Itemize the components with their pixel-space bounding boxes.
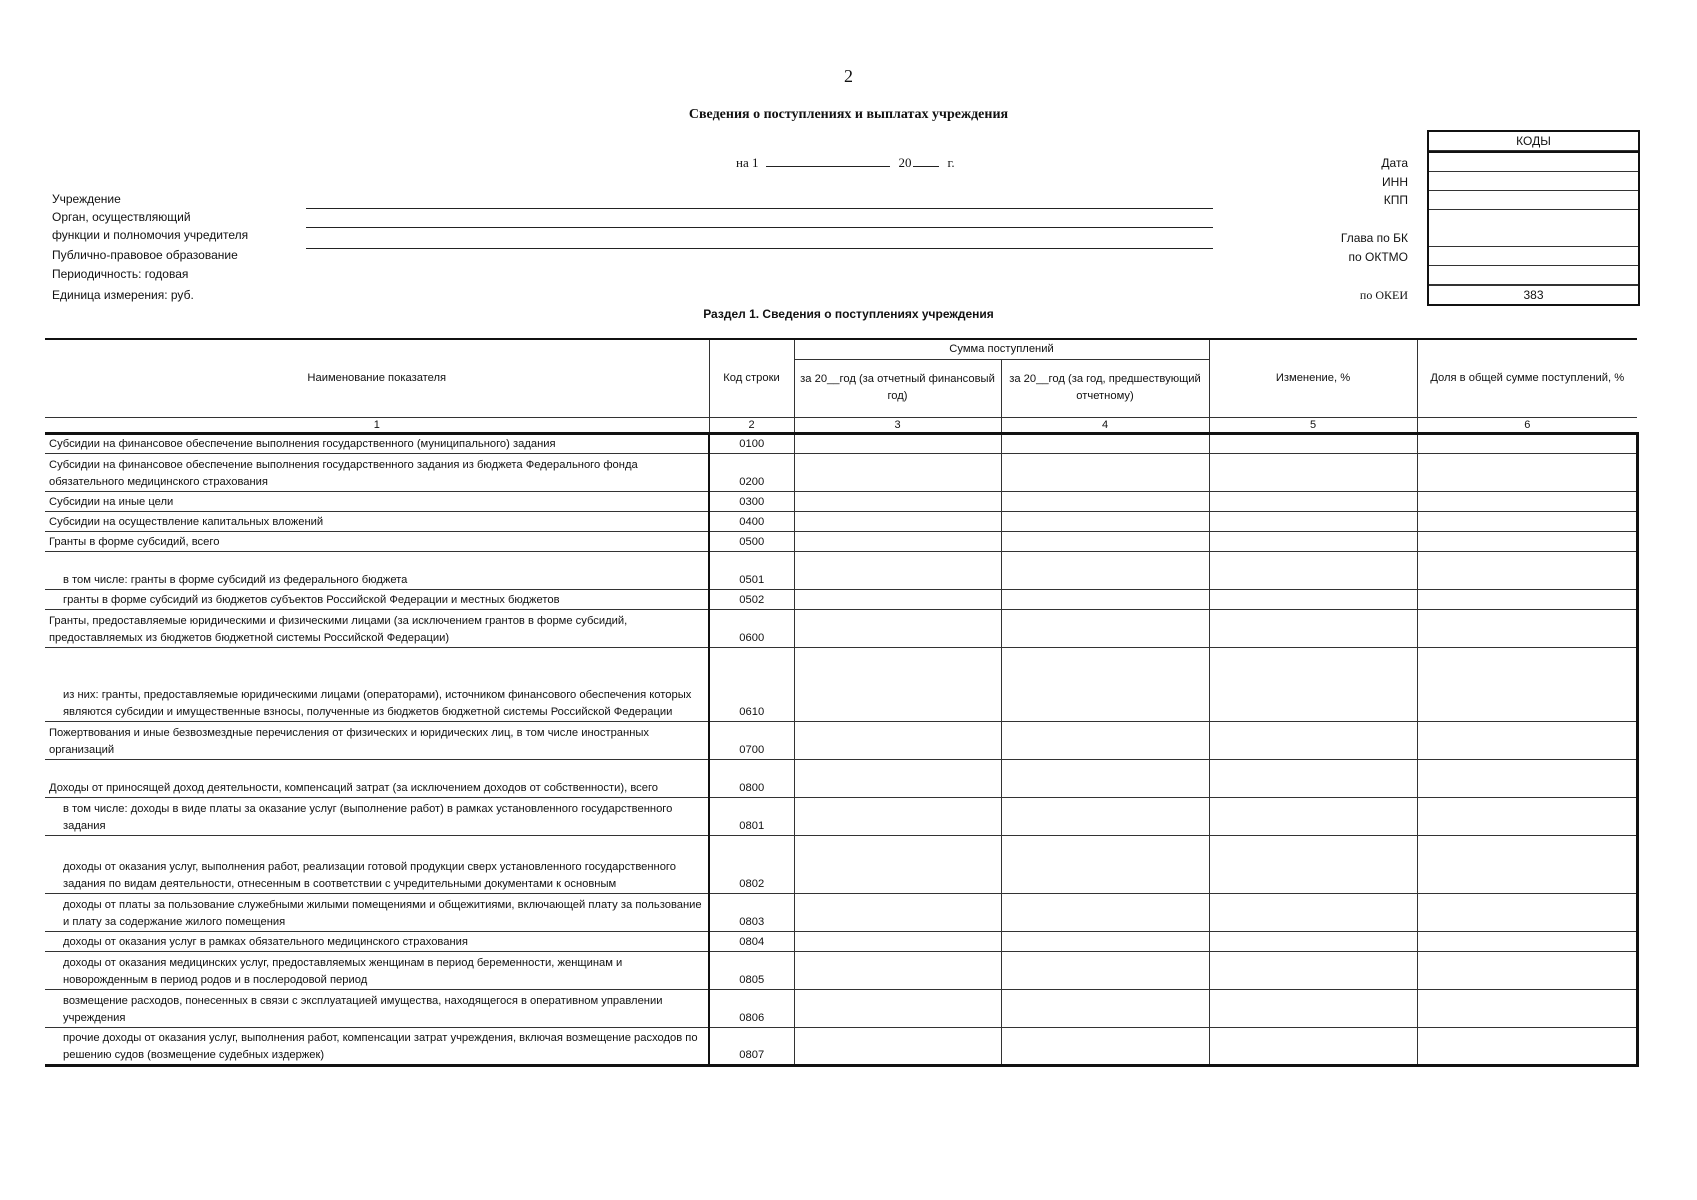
value-cell[interactable] [794,893,1001,931]
value-cell[interactable] [794,453,1001,491]
row-code: 0500 [709,531,794,551]
col-reporting-header: за 20__год (за отчетный финансовый год) [794,359,1001,417]
value-cell[interactable] [794,647,1001,721]
inn-code-cell[interactable] [1429,172,1638,191]
value-cell[interactable] [1209,551,1417,589]
kpp-code-cell[interactable] [1429,191,1638,210]
authority-field-line[interactable] [306,227,1213,228]
col-number-5: 5 [1209,417,1417,433]
row-name: доходы от платы за пользование служебными жилыми помещениями и общежитиями, включающей плату за пользование и плату за содержание жилого помещения [45,893,709,931]
row-name: из них: гранты, предоставляемые юридическими лицами (операторами), источником финансового обеспечения которых являются субсидии и имущественные взносы, полученные из бюджетов бюджетной системы Российской Федерации [45,647,709,721]
value-cell[interactable] [794,721,1001,759]
section-title: Раздел 1. Сведения о поступлениях учреждения [703,307,994,321]
row-code: 0805 [709,951,794,989]
value-cell[interactable] [1001,835,1209,893]
table-row [45,647,1637,721]
receipts-table [45,338,1639,1067]
value-cell[interactable] [1001,1027,1209,1065]
date-line [736,154,955,171]
value-cell[interactable] [1417,551,1637,589]
page-title: Сведения о поступлениях и выплатах учреждения [688,107,1009,122]
table-row [45,797,1637,835]
value-cell[interactable] [1417,797,1637,835]
table-row [45,835,1637,893]
row-code: 0600 [709,609,794,647]
value-cell[interactable] [1417,491,1637,511]
table-row [45,1027,1637,1065]
value-cell[interactable] [1001,491,1209,511]
value-cell[interactable] [1209,989,1417,1027]
value-cell[interactable] [1001,511,1209,531]
value-cell[interactable] [1001,759,1209,797]
value-cell[interactable] [1001,531,1209,551]
row-code: 0300 [709,491,794,511]
kpp-label: КПП [1383,193,1408,207]
table-row [45,759,1637,797]
value-cell[interactable] [1001,989,1209,1027]
table-row [45,589,1637,609]
row-code: 0400 [709,511,794,531]
value-cell[interactable] [794,589,1001,609]
value-cell[interactable] [1417,511,1637,531]
bk-head-label: Глава по БК [1340,231,1408,245]
date-year-blank[interactable] [913,154,939,167]
row-name: Пожертвования и иные безвозмездные перечисления от физических и юридических лиц, в том числе иностранных организаций [45,721,709,759]
table-row [45,511,1637,531]
unit-label: Единица измерения: руб. [52,288,194,302]
institution-label: Учреждение [52,192,121,206]
value-cell[interactable] [1209,609,1417,647]
oktmo-label: по ОКТМО [1348,250,1408,264]
table-row [45,433,1637,453]
value-cell[interactable] [1417,453,1637,491]
value-cell[interactable] [794,511,1001,531]
row-name: Гранты, предоставляемые юридическими и физическими лицами (за исключением грантов в форме субсидий, предоставляемых из бюджетов бюджетной системы Российской Федерации) [45,609,709,647]
col-name-header: Наименование показателя [45,339,709,417]
table-row [45,531,1637,551]
table-row [45,609,1637,647]
authority-label-1: Орган, осуществляющий [52,210,191,224]
value-cell[interactable] [1209,453,1417,491]
value-cell[interactable] [1001,647,1209,721]
value-cell[interactable] [794,797,1001,835]
table-row [45,453,1637,491]
value-cell[interactable] [1417,721,1637,759]
col-number-3: 3 [794,417,1001,433]
table-row [45,721,1637,759]
date-year: 20 [898,155,912,170]
date-code-cell[interactable] [1429,151,1638,172]
table-row [45,989,1637,1027]
table-row [45,951,1637,989]
row-code: 0804 [709,931,794,951]
value-cell[interactable] [794,531,1001,551]
value-cell[interactable] [1001,453,1209,491]
value-cell[interactable] [1417,835,1637,893]
value-cell[interactable] [794,491,1001,511]
value-cell[interactable] [1209,511,1417,531]
okei-code-cell: 383 [1429,285,1638,304]
value-cell[interactable] [794,759,1001,797]
row-name: Субсидии на финансовое обеспечение выполнения государственного (муниципального) задания [45,433,709,453]
row-name: прочие доходы от оказания услуг, выполнения работ, компенсации затрат учреждения, включая возмещение расходов по решению судов (возмещение судебных издержек) [45,1027,709,1065]
value-cell[interactable] [794,951,1001,989]
col-share-header: Доля в общей сумме поступлений, % [1417,339,1637,417]
row-name: Субсидии на иные цели [45,491,709,511]
row-code: 0610 [709,647,794,721]
okei-label: по ОКЕИ [1359,288,1408,302]
row-name: в том числе: гранты в форме субсидий из федерального бюджета [45,551,709,589]
value-cell[interactable] [1001,551,1209,589]
periodicity-label: Периодичность: годовая [52,267,189,281]
value-cell[interactable] [1001,931,1209,951]
row-name: Гранты в форме субсидий, всего [45,531,709,551]
value-cell[interactable] [1209,797,1417,835]
value-cell[interactable] [1417,989,1637,1027]
row-name: Доходы от приносящей доход деятельности, компенсаций затрат (за исключением доходов от собственности), всего [45,759,709,797]
codes-header: КОДЫ [1429,132,1638,151]
value-cell[interactable] [794,551,1001,589]
row-name: Субсидии на финансовое обеспечение выполнения государственного задания из бюджета Федерального фонда обязательного медицинского страхования [45,453,709,491]
date-suffix: г. [947,155,955,170]
row-code: 0807 [709,1027,794,1065]
row-code: 0801 [709,797,794,835]
row-code: 0806 [709,989,794,1027]
value-cell[interactable] [1209,931,1417,951]
public-entity-label: Публично-правовое образование [52,248,238,262]
value-cell[interactable] [1209,951,1417,989]
col-number-1: 1 [45,417,709,433]
value-cell[interactable] [1001,721,1209,759]
row-name: гранты в форме субсидий из бюджетов субъектов Российской Федерации и местных бюджетов [45,589,709,609]
value-cell[interactable] [1001,797,1209,835]
date-day-blank[interactable] [766,154,890,167]
bk-head-code-cell[interactable] [1429,210,1638,247]
table-row [45,931,1637,951]
value-cell[interactable] [1209,589,1417,609]
row-code: 0100 [709,433,794,453]
value-cell[interactable] [794,989,1001,1027]
value-cell[interactable] [1001,609,1209,647]
col-number-6: 6 [1417,417,1637,433]
value-cell[interactable] [1209,531,1417,551]
value-cell[interactable] [1001,589,1209,609]
date-code-label: Дата [1381,156,1408,170]
value-cell[interactable] [1417,759,1637,797]
value-cell[interactable] [1417,893,1637,931]
value-cell[interactable] [1209,433,1417,453]
row-code: 0501 [709,551,794,589]
value-cell[interactable] [1209,893,1417,931]
col-change-header: Изменение, % [1209,339,1417,417]
row-name: доходы от оказания медицинских услуг, предоставляемых женщинам в период беременности, женщинам и новорожденным в период родов и в послеродовой период [45,951,709,989]
row-name: в том числе: доходы в виде платы за оказание услуг (выполнение работ) в рамках установленного государственного задания [45,797,709,835]
row-code: 0700 [709,721,794,759]
row-name: доходы от оказания услуг, выполнения работ, реализации готовой продукции сверх установленного государственного задания по видам деятельности, отнесенным в соответствии с учредительными документами к основным [45,835,709,893]
table-row [45,893,1637,931]
row-code: 0803 [709,893,794,931]
value-cell[interactable] [794,931,1001,951]
row-code: 0502 [709,589,794,609]
row-code: 0800 [709,759,794,797]
row-name: Субсидии на осуществление капитальных вложений [45,511,709,531]
row-name: доходы от оказания услуг в рамках обязательного медицинского страхования [45,931,709,951]
oktmo-code-cell[interactable] [1429,247,1638,266]
table-row [45,551,1637,589]
value-cell[interactable] [1209,491,1417,511]
value-cell[interactable] [1417,609,1637,647]
value-cell[interactable] [1209,1027,1417,1065]
codes-box [1427,130,1640,306]
value-cell[interactable] [1001,951,1209,989]
value-cell[interactable] [1209,721,1417,759]
row-name: возмещение расходов, понесенных в связи с эксплуатацией имущества, находящегося в оперативном управлении учреждения [45,989,709,1027]
value-cell[interactable] [1001,893,1209,931]
value-cell[interactable] [1417,531,1637,551]
institution-field-line[interactable] [306,208,1213,209]
col-code-header: Код строки [709,339,794,417]
value-cell[interactable] [1417,433,1637,453]
inn-label: ИНН [1382,175,1408,189]
value-cell[interactable] [1417,951,1637,989]
col-number-2: 2 [709,417,794,433]
value-cell[interactable] [1001,433,1209,453]
value-cell[interactable] [1209,759,1417,797]
value-cell[interactable] [1417,1027,1637,1065]
value-cell[interactable] [794,433,1001,453]
row-code: 0802 [709,835,794,893]
row-code: 0200 [709,453,794,491]
value-cell[interactable] [1417,647,1637,721]
value-cell[interactable] [794,835,1001,893]
page-number: 2 [844,66,853,86]
authority-label-2: функции и полномочия учредителя [52,228,249,242]
value-cell[interactable] [1417,931,1637,951]
col-sum-header: Сумма поступлений [794,339,1209,359]
value-cell[interactable] [794,1027,1001,1065]
col-number-4: 4 [1001,417,1209,433]
value-cell[interactable] [1417,589,1637,609]
value-cell[interactable] [794,609,1001,647]
empty-code-cell[interactable] [1429,266,1638,285]
public-entity-field-line[interactable] [306,248,1213,249]
value-cell[interactable] [1209,835,1417,893]
table-row [45,491,1637,511]
value-cell[interactable] [1209,647,1417,721]
col-previous-header: за 20__год (за год, предшествующий отчетному) [1001,359,1209,417]
date-prefix: на 1 [736,155,759,170]
